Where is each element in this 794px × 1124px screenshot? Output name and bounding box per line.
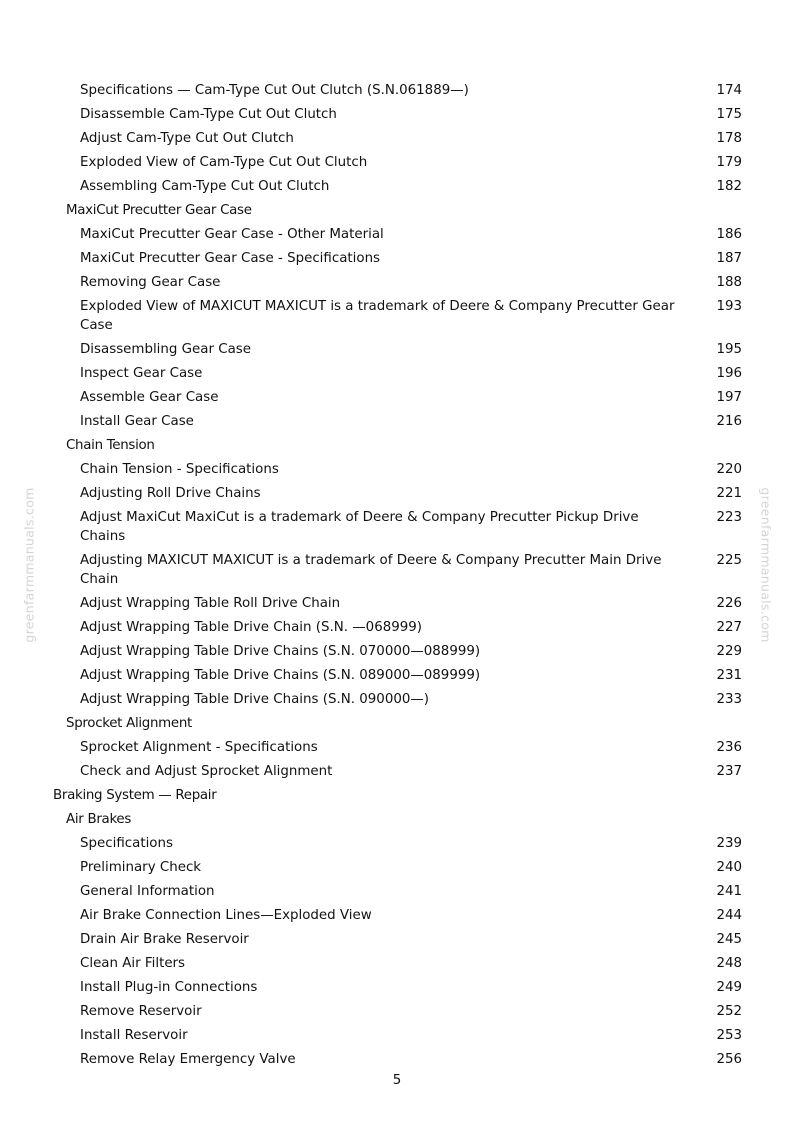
toc-entry[interactable]	[0, 76, 794, 100]
toc-entry[interactable]	[0, 407, 794, 431]
toc-entry-page: 241	[716, 884, 742, 899]
toc-entry-title: Braking System — Repair	[53, 788, 217, 803]
toc-entry-page: 231	[716, 668, 742, 683]
toc-entry-page: 249	[716, 980, 742, 995]
toc-entry-title: Adjust Wrapping Table Drive Chains (S.N. 090000—)	[80, 692, 429, 707]
toc-entry-title: Air Brake Connection Lines—Exploded View	[80, 908, 372, 923]
toc-entry[interactable]	[0, 244, 794, 268]
toc-entry[interactable]	[0, 589, 794, 613]
toc-entry-page: 188	[716, 275, 742, 290]
toc-entry-page: 225	[716, 553, 742, 568]
toc-entry-title: Remove Reservoir	[80, 1004, 202, 1019]
toc-entry-title: Assembling Cam-Type Cut Out Clutch	[80, 179, 330, 194]
toc-entry-title: Adjust MaxiCut MaxiCut is a trademark of Deere & Company Precutter Pickup Drive Chains	[80, 510, 639, 544]
toc-entry-page: 197	[716, 390, 742, 405]
toc-entry[interactable]	[0, 877, 794, 901]
watermark-left: greenfarmmanuals.com	[21, 487, 37, 643]
toc-section-heading[interactable]	[0, 781, 794, 805]
toc-entry-title: Check and Adjust Sprocket Alignment	[80, 764, 333, 779]
toc-entry-page: 223	[716, 510, 742, 525]
toc-entry-page: 216	[716, 414, 742, 429]
toc-entry[interactable]	[0, 268, 794, 292]
toc-entry[interactable]	[0, 359, 794, 383]
toc-entry-title: Install Plug-in Connections	[80, 980, 258, 995]
toc-entry[interactable]	[0, 148, 794, 172]
toc-entry[interactable]	[0, 124, 794, 148]
toc-entry[interactable]	[0, 172, 794, 196]
toc-entry[interactable]	[0, 100, 794, 124]
toc-entry[interactable]	[0, 733, 794, 757]
toc-entry[interactable]	[0, 292, 794, 335]
toc-entry-title: Chain Tension	[66, 438, 155, 453]
toc-entry[interactable]	[0, 220, 794, 244]
toc-entry-page: 196	[716, 366, 742, 381]
toc-entry-page: 220	[716, 462, 742, 477]
toc-section-heading[interactable]	[0, 709, 794, 733]
toc-entry[interactable]	[0, 853, 794, 877]
toc-entry-page: 239	[716, 836, 742, 851]
page-number: 5	[392, 1073, 402, 1088]
toc-entry-title: Install Gear Case	[80, 414, 194, 429]
toc-entry-title: Specifications	[80, 836, 173, 851]
toc-entry-page: 186	[716, 227, 742, 242]
toc-entry-title: Adjust Wrapping Table Drive Chains (S.N. 070000—088999)	[80, 644, 481, 659]
toc-entry-page: 227	[716, 620, 742, 635]
watermark-right: greenfarmmanuals.com	[758, 487, 774, 643]
toc-entry-page: 240	[716, 860, 742, 875]
toc-entry-page: 236	[716, 740, 742, 755]
toc-entry-page: 178	[716, 131, 742, 146]
toc-entry-title: Sprocket Alignment	[66, 716, 192, 731]
toc-entry[interactable]	[0, 757, 794, 781]
toc-entry-page: 244	[716, 908, 742, 923]
toc-section-heading[interactable]	[0, 431, 794, 455]
toc-entry-title: Assemble Gear Case	[80, 390, 219, 405]
toc-entry-page: 182	[716, 179, 742, 194]
toc-entry-page: 245	[716, 932, 742, 947]
table-of-contents	[0, 76, 794, 1069]
toc-entry[interactable]	[0, 925, 794, 949]
toc-entry-page: 174	[716, 83, 742, 98]
toc-entry-title: Exploded View of MAXICUT MAXICUT is a trademark of Deere & Company Precutter Gear Case	[80, 299, 675, 333]
toc-entry[interactable]	[0, 997, 794, 1021]
toc-entry[interactable]	[0, 949, 794, 973]
toc-entry[interactable]	[0, 829, 794, 853]
toc-entry-title: General Information	[80, 884, 215, 899]
toc-entry-page: 221	[716, 486, 742, 501]
toc-entry-page: 195	[716, 342, 742, 357]
toc-entry-page: 233	[716, 692, 742, 707]
toc-entry-page: 252	[716, 1004, 742, 1019]
toc-entry[interactable]	[0, 455, 794, 479]
toc-entry-title: Disassemble Cam-Type Cut Out Clutch	[80, 107, 337, 122]
toc-entry-title: Adjusting MAXICUT MAXICUT is a trademark of Deere & Company Precutter Main Drive Chain	[80, 553, 662, 587]
toc-entry-title: Adjust Wrapping Table Roll Drive Chain	[80, 596, 341, 611]
toc-entry[interactable]	[0, 335, 794, 359]
toc-section-heading[interactable]	[0, 196, 794, 220]
toc-entry[interactable]	[0, 479, 794, 503]
toc-entry-title: Adjust Wrapping Table Drive Chain (S.N. —068999)	[80, 620, 423, 635]
toc-entry-title: Removing Gear Case	[80, 275, 221, 290]
toc-entry-title: Disassembling Gear Case	[80, 342, 251, 357]
toc-entry-page: 229	[716, 644, 742, 659]
toc-entry-title: MaxiCut Precutter Gear Case - Other Material	[80, 227, 384, 242]
toc-entry-title: Sprocket Alignment - Specifications	[80, 740, 318, 755]
toc-entry[interactable]	[0, 1021, 794, 1045]
toc-entry-page: 175	[716, 107, 742, 122]
toc-entry-title: Adjust Wrapping Table Drive Chains (S.N. 089000—089999)	[80, 668, 481, 683]
toc-entry-title: Chain Tension - Specifications	[80, 462, 279, 477]
toc-entry[interactable]	[0, 637, 794, 661]
toc-entry-page: 248	[716, 956, 742, 971]
toc-entry-title: Inspect Gear Case	[80, 366, 203, 381]
toc-entry[interactable]	[0, 383, 794, 407]
toc-entry-title: Adjust Cam-Type Cut Out Clutch	[80, 131, 294, 146]
toc-entry[interactable]	[0, 1045, 794, 1069]
toc-entry-page: 237	[716, 764, 742, 779]
toc-entry-page: 193	[716, 299, 742, 314]
toc-entry-title: Adjusting Roll Drive Chains	[80, 486, 261, 501]
toc-entry[interactable]	[0, 973, 794, 997]
toc-entry[interactable]	[0, 546, 794, 589]
toc-entry[interactable]	[0, 613, 794, 637]
toc-entry-page: 256	[716, 1052, 742, 1067]
toc-entry[interactable]	[0, 901, 794, 925]
toc-entry[interactable]	[0, 661, 794, 685]
toc-entry-title: Install Reservoir	[80, 1028, 188, 1043]
toc-entry[interactable]	[0, 503, 794, 546]
toc-entry-page: 187	[716, 251, 742, 266]
toc-entry-title: MaxiCut Precutter Gear Case	[66, 203, 252, 218]
toc-entry-title: Remove Relay Emergency Valve	[80, 1052, 296, 1067]
toc-entry-title: MaxiCut Precutter Gear Case - Specifications	[80, 251, 381, 266]
toc-entry-title: Exploded View of Cam-Type Cut Out Clutch	[80, 155, 368, 170]
toc-entry-page: 179	[716, 155, 742, 170]
toc-entry-title: Preliminary Check	[80, 860, 202, 875]
toc-entry-title: Air Brakes	[66, 812, 132, 827]
toc-entry-page: 226	[716, 596, 742, 611]
toc-entry-page: 253	[716, 1028, 742, 1043]
toc-entry-title: Clean Air Filters	[80, 956, 186, 971]
toc-entry-title: Drain Air Brake Reservoir	[80, 932, 249, 947]
toc-section-heading[interactable]	[0, 805, 794, 829]
toc-entry-title: Specifications — Cam-Type Cut Out Clutch (S.N.061889—)	[80, 83, 469, 98]
toc-entry[interactable]	[0, 685, 794, 709]
